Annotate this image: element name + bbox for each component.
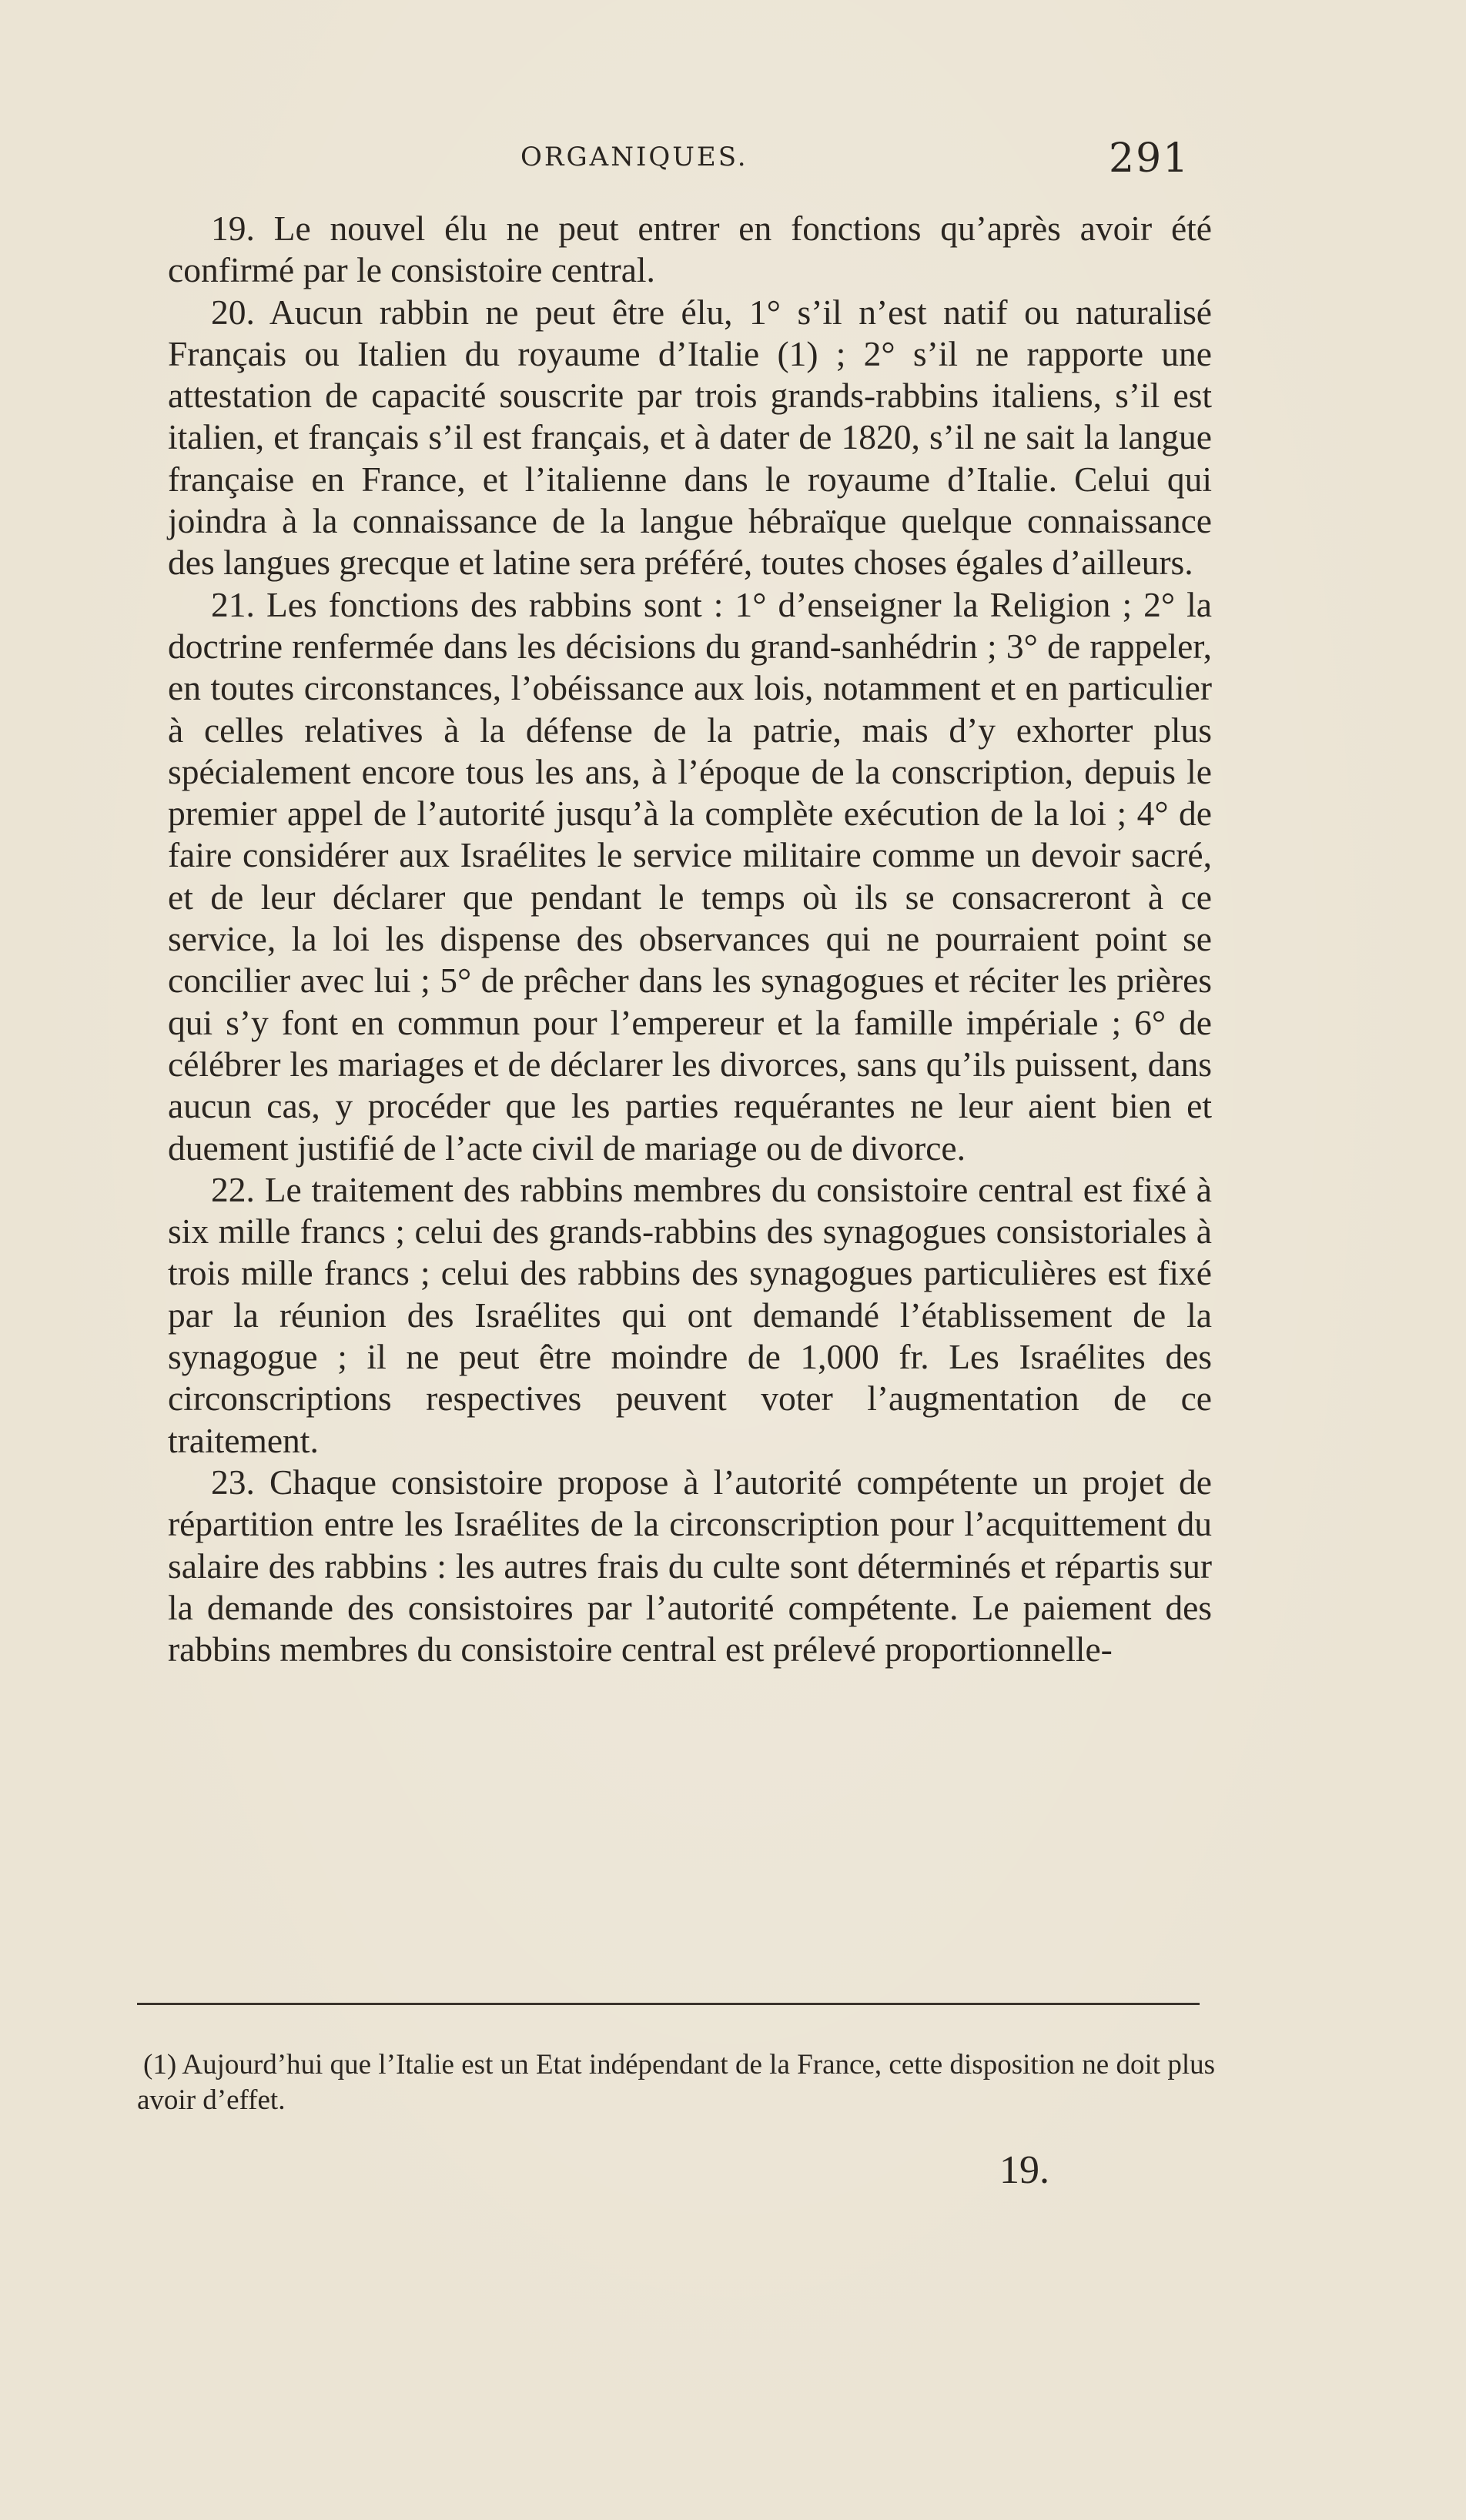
- page-number: 291: [1109, 135, 1190, 182]
- signature-mark: 19.: [999, 2148, 1049, 2192]
- footnote-text: (1) Aujourd’hui que l’Italie est un Etat indépendant de la France, cette disposition ne doit plus avoir d’effet.: [137, 2049, 1215, 2116]
- footnote-rule: [137, 2003, 1200, 2005]
- running-head: [0, 135, 1466, 182]
- article-21: 21. Les fonctions des rabbins sont : 1° d’enseigner la Religion ; 2° la doctrine renfermée dans les décisions du grand-sanhédrin ; 3° de rappeler, en toutes circonstances, l’obéissance aux lois, notamment et en particulier à celles relatives à la défense de la patrie, mais d’y exhorter plus spécialement encore tous les ans, à l’époque de la conscription, depuis le premier appel de l’autorité jusqu’à la complète exécution de la loi ; 4° de faire considérer aux Israélites le service militaire comme un devoir sacré, et de leur déclarer que pendant le temps où ils se consacreront à ce service, la loi les dispense des observances qui ne pourraient point se concilier avec lui ; 5° de prêcher dans les synagogues et réciter les prières qui s’y font en commun pour l’empereur et la famille impériale ; 6° de célébrer les mariages et de déclarer les divorces, sans qu’ils puissent, dans aucun cas, y procéder que les parties requérantes ne leur aient bien et duement justifié de l’acte civil de mariage ou de divorce.: [168, 584, 1212, 1168]
- body-text: [168, 208, 1212, 1670]
- running-title: ORGANIQUES.: [520, 142, 748, 172]
- article-19: 19. Le nouvel élu ne peut entrer en fonctions qu’après avoir été confirmé par le consistoire central.: [168, 209, 1212, 290]
- footnote: [137, 2047, 1215, 2118]
- article-23: 23. Chaque consistoire propose à l’autorité compétente un projet de répartition entre les Israélites de la circonscription pour l’acquittement du salaire des rabbins : les autres frais du culte sont déterminés et répartis sur la demande des consistoires par l’autorité compétente. Le paiement des rabbins membres du consistoire central est prélevé proportionnelle-: [168, 1462, 1212, 1669]
- article-22: 22. Le traitement des rabbins membres du consistoire central est fixé à six mille francs ; celui des grands-rabbins des synagogues consistoriales à trois mille francs ; celui des rabbins des synagogues particulières est fixé par la réunion des Israélites qui ont demandé l’établissement de la synagogue ; il ne peut être moindre de 1,000 fr. Les Israélites des circonscriptions respectives peuvent voter l’augmentation de ce traitement.: [168, 1169, 1212, 1460]
- article-20: 20. Aucun rabbin ne peut être élu, 1° s’il n’est natif ou naturalisé Français ou Italien du royaume d’Italie (1) ; 2° s’il ne rapporte une attestation de capacité souscrite par trois grands-rabbins italiens, s’il est italien, et français s’il est français, et à dater de 1820, s’il ne sait la langue française en France, et l’italienne dans le royaume d’Italie. Celui qui joindra à la connaissance de la langue hébraïque quelque connaissance des langues grecque et latine sera préféré, toutes choses égales d’ailleurs.: [168, 292, 1212, 583]
